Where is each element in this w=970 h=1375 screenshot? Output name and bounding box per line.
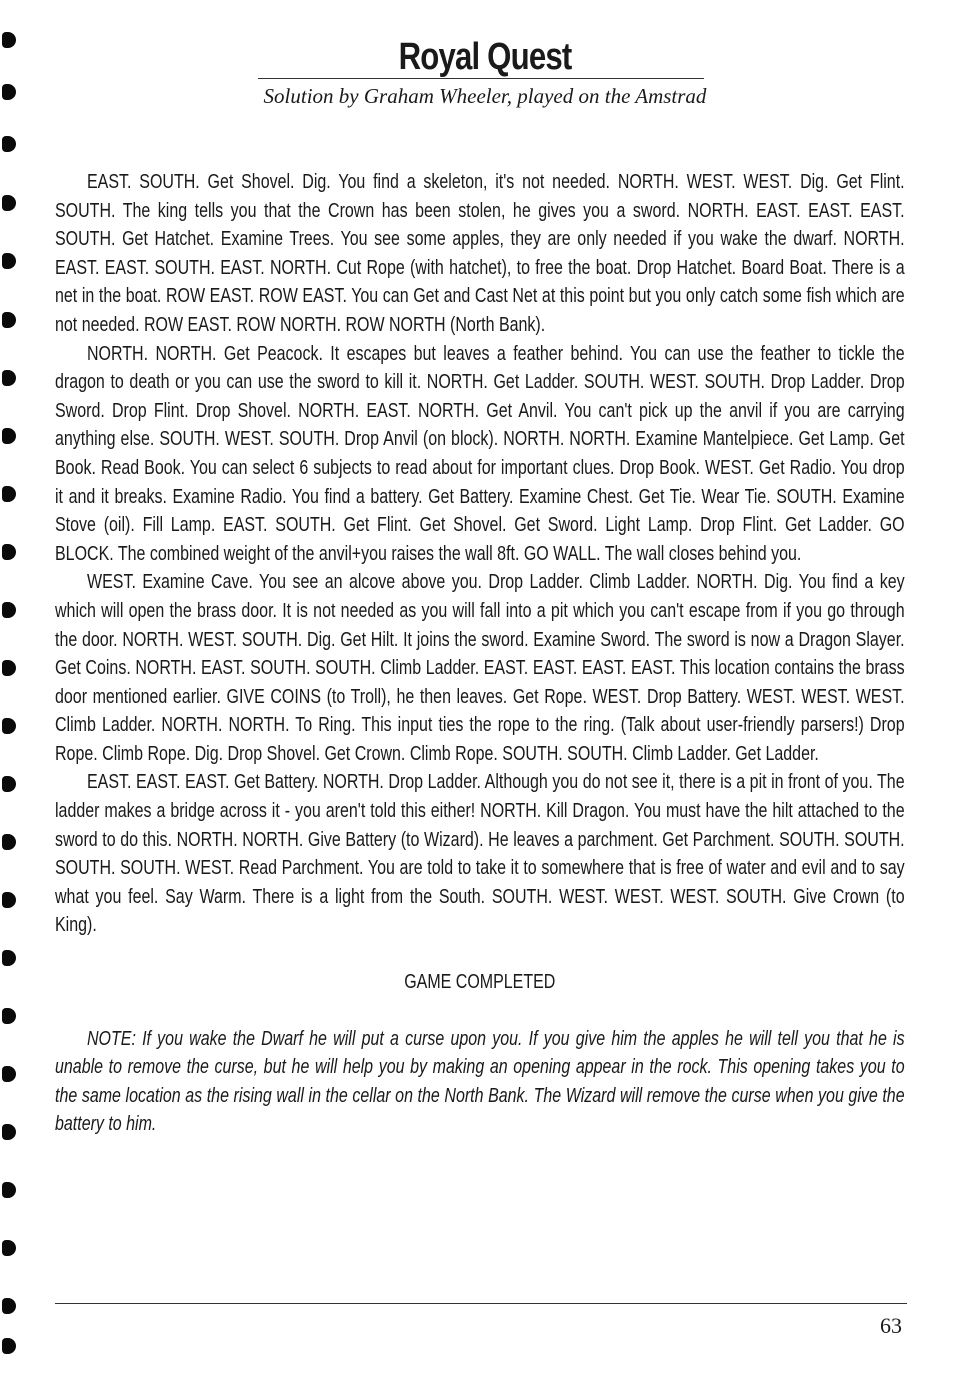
binding-hole	[2, 370, 16, 386]
binding-hole	[2, 1066, 16, 1082]
binding-hole	[2, 1182, 16, 1198]
binding-hole	[2, 1008, 16, 1024]
solution-paragraph: NORTH. NORTH. Get Peacock. It escapes but leaves a feather behind. You can use the feather to tickle the dragon to death or you can use the sword to kill it. NORTH. Get Ladder. SOUTH. WEST. SOUTH. Drop Ladder. Drop Sword. Drop Flint. Drop Shovel. NORTH. EAST. NORTH. Get Anvil. You can't pick up the anvil if you are carrying anything else. SOUTH. WEST. SOUTH. Drop Anvil (on block). NORTH. NORTH. Examine Mantelpiece. Get Lamp. Get Book. Read Book. You can select 6 subjects to read about for important clues. Drop Book. WEST. Get Radio. You drop it and it breaks. Examine Radio. You find a battery. Get Battery. Examine Chest. Get Tie. Wear Tie. SOUTH. Examine Stove (oil). Fill Lamp. EAST. SOUTH. Get Flint. Get Shovel. Get Sword. Light Lamp. Drop Flint. Get Ladder. GO BLOCK. The combined weight of the anvil+you raises the wall 8ft. GO WALL. The wall closes behind you.	[55, 342, 905, 565]
binding-hole	[2, 1240, 16, 1256]
binding-hole	[2, 1124, 16, 1140]
footer-divider	[55, 1303, 907, 1304]
binding-hole	[2, 950, 16, 966]
page-subtitle: Solution by Graham Wheeler, played on the Amstrad	[263, 84, 707, 108]
binding-hole	[2, 195, 16, 211]
binding-hole	[2, 1298, 16, 1314]
binding-hole	[2, 834, 16, 850]
solution-paragraph: EAST. EAST. EAST. Get Battery. NORTH. Drop Ladder. Although you do not see it, there is a pit in front of you. The ladder makes a bridge across it - you aren't told this either! NORTH. Kill Dragon. You must have the hilt attached to the sword to do this. NORTH. NORTH. Give Battery (to Wizard). He leaves a parchment. Get Parchment. SOUTH. SOUTH. SOUTH. SOUTH. WEST. Read Parchment. You are told to take it to somewhere that is free of water and evil and to say what you feel. Say Warm. There is a light from the South. SOUTH. WEST. WEST. WEST. SOUTH. Give Crown (to King).	[55, 771, 905, 937]
binding-hole	[2, 892, 16, 908]
title-divider	[258, 78, 704, 79]
binding-hole	[2, 776, 16, 792]
spiral-binding	[0, 0, 22, 1375]
binding-hole	[2, 718, 16, 734]
game-completed-heading: GAME COMPLETED	[404, 971, 556, 994]
solution-paragraph: EAST. SOUTH. Get Shovel. Dig. You find a skeleton, it's not needed. NORTH. WEST. WEST. Dig. Get Flint. SOUTH. The king tells you that the Crown has been stolen, he gives you a sword. NORTH. EAST. EAST. EAST. SOUTH. Get Hatchet. Examine Trees. You see some apples, they are only needed if you wake the dwarf. NORTH. EAST. EAST. SOUTH. EAST. NORTH. Cut Rope (with hatchet), to free the boat. Drop Hatchet. Board Boat. There is a net in the boat. ROW EAST. ROW EAST. You can Get and Cast Net at this point but you only catch some fish which are not needed. ROW EAST. ROW NORTH. ROW NORTH (North Bank).	[55, 171, 905, 336]
binding-hole	[2, 486, 16, 502]
binding-hole	[2, 428, 16, 444]
binding-hole	[2, 136, 16, 152]
binding-hole	[2, 544, 16, 560]
page-title: Royal Quest	[398, 36, 572, 78]
binding-hole	[2, 312, 16, 328]
binding-hole	[2, 602, 16, 618]
page-number: 63	[880, 1313, 902, 1338]
binding-hole	[2, 253, 16, 269]
note-paragraph: NOTE: If you wake the Dwarf he will put a curse upon you. If you give him the apples he will tell you that he is unable to remove the curse, but he will help you by making an opening appear in the rock. This opening takes you to the same location as the rising wall in the cellar on the North Bank. The Wizard will remove the curse when you give the battery to him.	[55, 1027, 905, 1136]
solution-paragraph: WEST. Examine Cave. You see an alcove above you. Drop Ladder. Climb Ladder. NORTH. Dig. You find a key which will open the brass door. It is not needed as you will fall into a pit which you can't escape from if you go through the door. NORTH. WEST. SOUTH. Dig. Get Hilt. It joins the sword. Examine Sword. The sword is now a Dragon Slayer. Get Coins. NORTH. EAST. SOUTH. SOUTH. Climb Ladder. EAST. EAST. EAST. EAST. This location contains the brass door mentioned earlier. GIVE COINS (to Troll), he then leaves. Get Rope. WEST. Drop Battery. WEST. WEST. WEST. Climb Ladder. NORTH. NORTH. To Ring. This input ties the rope to the ring. (Talk about user-friendly parsers!) Drop Rope. Climb Rope. Dig. Drop Shovel. Get Crown. Climb Rope. SOUTH. SOUTH. Climb Ladder. Get Ladder.	[55, 571, 905, 765]
binding-hole	[2, 1338, 16, 1354]
solution-text	[55, 168, 905, 1139]
binding-hole	[2, 660, 16, 676]
binding-hole	[2, 32, 16, 48]
